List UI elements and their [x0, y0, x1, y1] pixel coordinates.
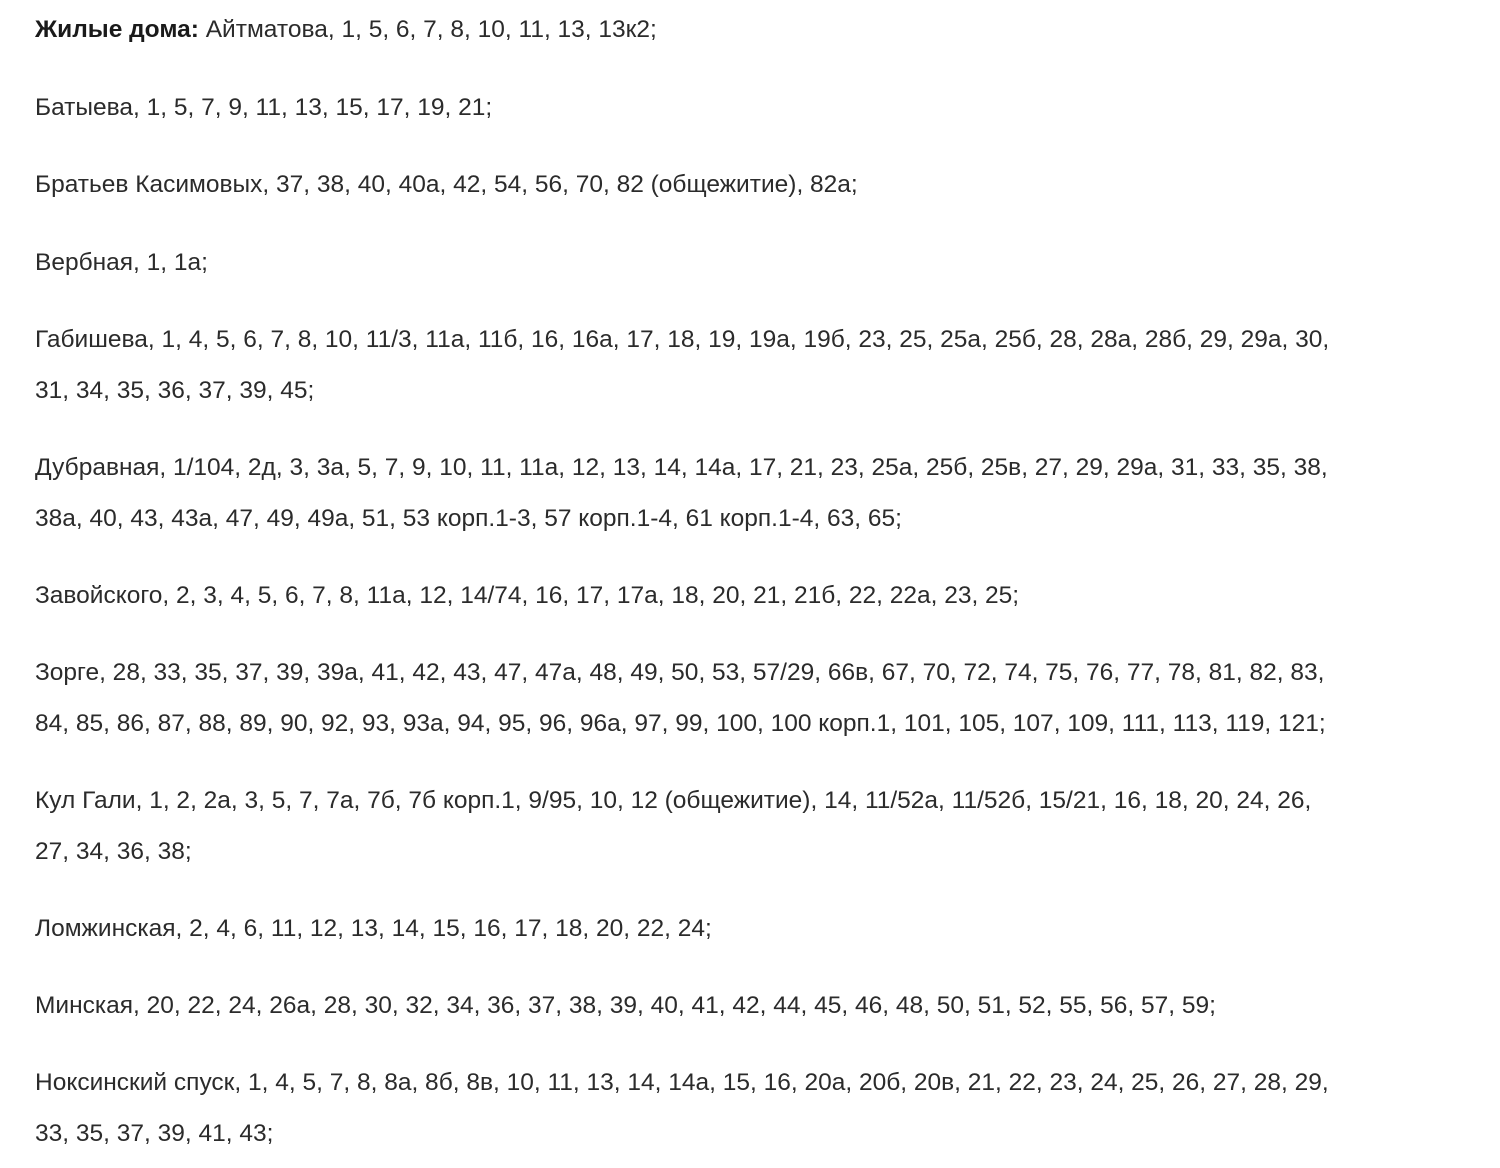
paragraph-dubravnaya: Дубравная, 1/104, 2д, 3, 3а, 5, 7, 9, 10, 11, 11а, 12, 13, 14, 14а, 17, 21, 23, 25а, 25б, 25в, 27, 29, 29а, 31, 33, 35, 38, 38а, 40, 43, 43а, 47, 49, 49а, 51, 53 корп.1-3, 57 корп.1-4, 61 корп.1-4, 63, 65; [35, 454, 1328, 532]
paragraph-noksinsky-spusk: Ноксинский спуск, 1, 4, 5, 7, 8, 8а, 8б, 8в, 10, 11, 13, 14, 14а, 15, 16, 20а, 20б, 20в, 21, 22, 23, 24, 25, 26, 27, 28, 29, 33, 35, 37, 39, 41, 43; [35, 1069, 1329, 1147]
paragraph-text: Айтматова, 1, 5, 6, 7, 8, 10, 11, 13, 13к2; [205, 16, 657, 43]
paragraph-lomzhinskaya: Ломжинская, 2, 4, 6, 11, 12, 13, 14, 15, 16, 17, 18, 20, 22, 24; [35, 915, 712, 942]
paragraph-gabisheva: Габишева, 1, 4, 5, 6, 7, 8, 10, 11/3, 11а, 11б, 16, 16а, 17, 18, 19, 19а, 19б, 23, 25, 25а, 25б, 28, 28а, 28б, 29, 29а, 30, 31, 34, 35, 36, 37, 39, 45; [35, 326, 1330, 404]
paragraph-verbnaya: Вербная, 1, 1а; [35, 249, 208, 276]
paragraph-aitmatova [35, 4, 657, 55]
paragraph-kul-gali: Кул Гали, 1, 2, 2а, 3, 5, 7, 7а, 7б, 7б корп.1, 9/95, 10, 12 (общежитие), 14, 11/52а, 11/52б, 15/21, 16, 18, 20, 24, 26, 27, 34, 36, 38; [35, 787, 1312, 865]
paragraph-batyeva: Батыева, 1, 5, 7, 9, 11, 13, 15, 17, 19, 21; [35, 94, 493, 121]
paragraph-minskaya: Минская, 20, 22, 24, 26а, 28, 30, 32, 34, 36, 37, 38, 39, 40, 41, 42, 44, 45, 46, 48, 50, 51, 52, 55, 56, 57, 59; [35, 992, 1216, 1019]
paragraph-bratyev-kasimovyh: Братьев Касимовых, 37, 38, 40, 40а, 42, 54, 56, 70, 82 (общежитие), 82а; [35, 171, 858, 198]
intro-label: Жилые дома: [35, 16, 199, 43]
paragraph-zavoyskogo: Завойского, 2, 3, 4, 5, 6, 7, 8, 11а, 12, 14/74, 16, 17, 17а, 18, 20, 21, 21б, 22, 22а, 23, 25; [35, 582, 1020, 609]
paragraph-zorge: Зорге, 28, 33, 35, 37, 39, 39а, 41, 42, 43, 47, 47а, 48, 49, 50, 53, 57/29, 66в, 67, 70, 72, 74, 75, 76, 77, 78, 81, 82, 83, 84, 85, 86, 87, 88, 89, 90, 92, 93, 93а, 94, 95, 96, 96а, 97, 99, 100, 100 корп.1, 101, 105, 107, 109, 111, 113, 119, 121; [35, 659, 1326, 737]
